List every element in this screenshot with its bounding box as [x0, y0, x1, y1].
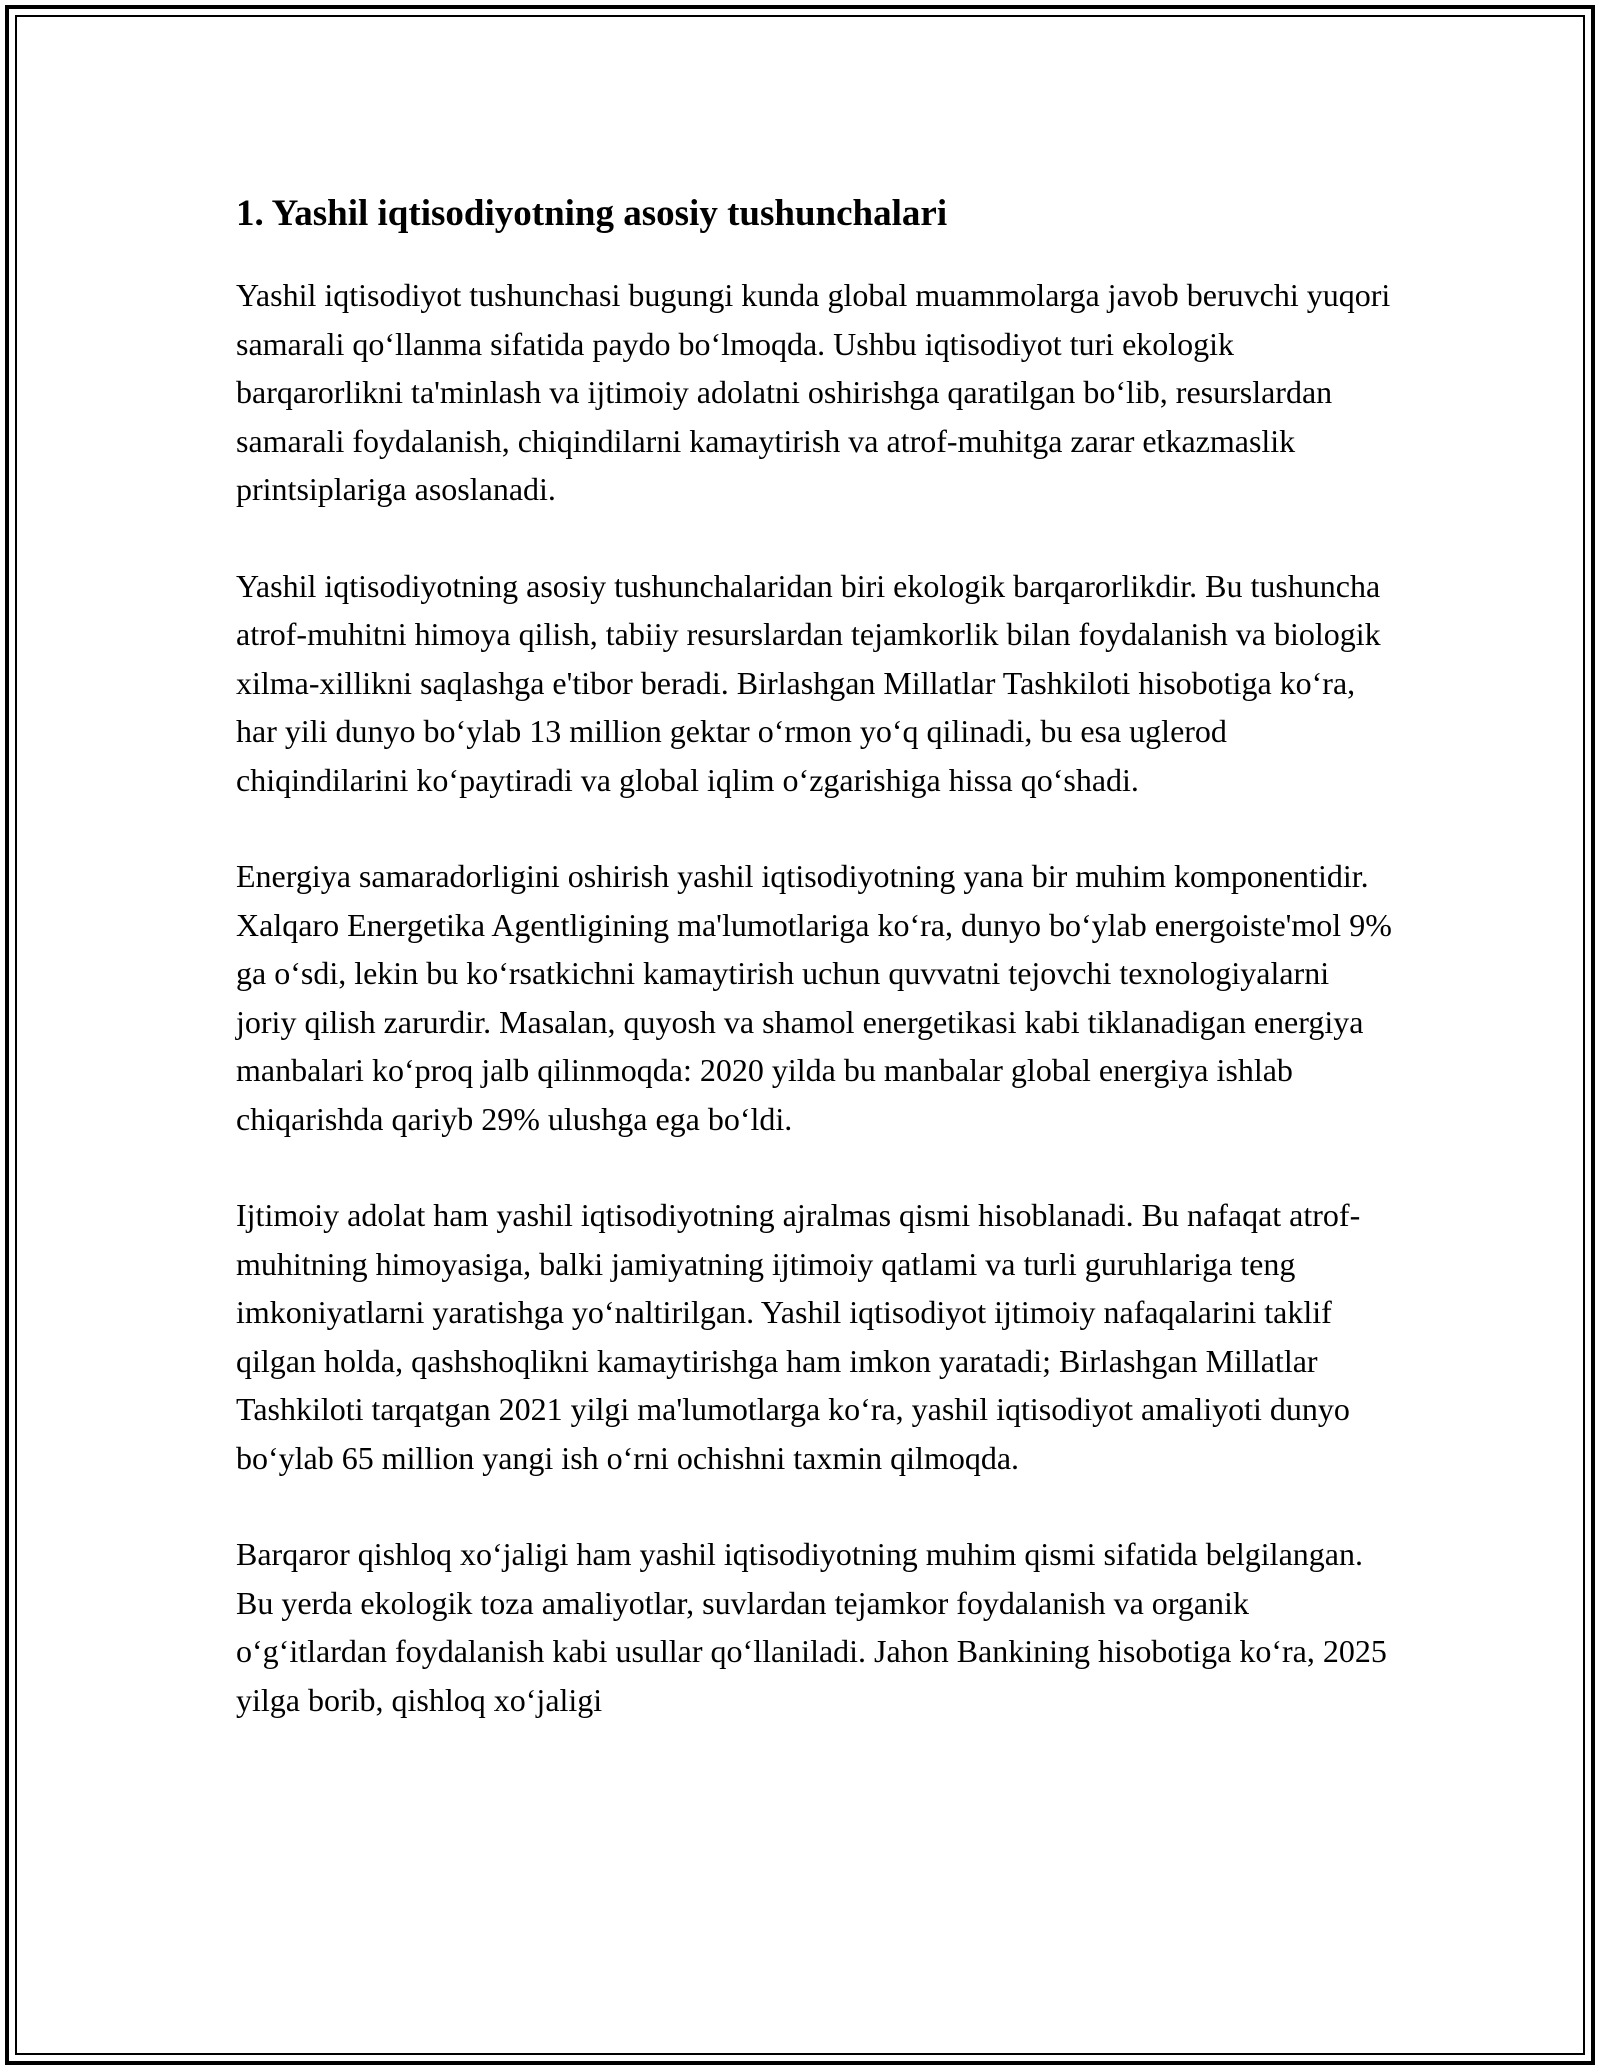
paragraph-1: Yashil iqtisodiyot tushunchasi bugungi kunda global muammolarga javob beruvchi yuqori samarali qo‘llanma sifatida paydo bo‘lmoqda. Ushbu iqtisodiyot turi ekologik barqarorlikni ta'minlash va ijtimoiy adolatni oshirishga qaratilgan bo‘lib, resurslardan samarali foydalanish, chiqindilarni kamaytirish va atrof-muhitga zarar etkazmaslik printsiplariga asoslanadi.: [236, 277, 1391, 507]
paragraph-5: Barqaror qishloq xo‘jaligi ham yashil iqtisodiyotning muhim qismi sifatida belgilangan. Bu yerda ekologik toza amaliyotlar, suvlardan tejamkor foydalanish va organik o‘g‘itlardan foydalanish kabi usullar qo‘llaniladi. Jahon Bankining hisobotiga ko‘ra, 2025 yilga borib, qishloq xo‘jaligi: [236, 1536, 1387, 1718]
document-body: [236, 185, 1396, 1772]
section-heading: 1. Yashil iqtisodiyotning asosiy tushunchalari: [236, 193, 948, 234]
paragraph-2: Yashil iqtisodiyotning asosiy tushunchalaridan biri ekologik barqarorlikdir. Bu tushuncha atrof-muhitni himoya qilish, tabiiy resurslardan tejamkorlik bilan foydalanish va biologik xilma-xillikni saqlashga e'tibor beradi. Birlashgan Millatlar Tashkiloti hisobotiga ko‘ra, har yili dunyo bo‘ylab 13 million gektar o‘rmon yo‘q qilinadi, bu esa uglerod chiqindilarini ko‘paytiradi va global iqlim o‘zgarishiga hissa qo‘shadi.: [236, 567, 1381, 798]
paragraph-4: Ijtimoiy adolat ham yashil iqtisodiyotning ajralmas qismi hisoblanadi. Bu nafaqat atrof-muhitning himoyasiga, balki jamiyatning ijtimoiy qatlami va turli guruhlariga teng imkoniyatlarni yaratishga yo‘naltirilgan. Yashil iqtisodiyot ijtimoiy nafaqalarini taklif qilgan holda, qashshoqlikni kamaytirishga ham imkon yaratadi; Birlashgan Millatlar Tashkiloti tarqatgan 2021 yilgi ma'lumotlarga ko‘ra, yashil iqtisodiyot amaliyoti dunyo bo‘ylab 65 million yangi ish o‘rni ochishni taxmin qilmoqda.: [236, 1197, 1361, 1476]
paragraph-3: Energiya samaradorligini oshirish yashil iqtisodiyotning yana bir muhim komponentidir. Xalqaro Energetika Agentligining ma'lumotlariga ko‘ra, dunyo bo‘ylab energoiste'mol 9% ga o‘sdi, lekin bu ko‘rsatkichni kamaytirish uchun quvvatni tejovchi texnologiyalarni joriy qilish zarurdir. Masalan, quyosh va shamol energetikasi kabi tiklanadigan energiya manbalari ko‘proq jalb qilinmoqda: 2020 yilda bu manbalar global energiya ishlab chiqarishda qariyb 29% ulushga ega bo‘ldi.: [236, 858, 1392, 1137]
